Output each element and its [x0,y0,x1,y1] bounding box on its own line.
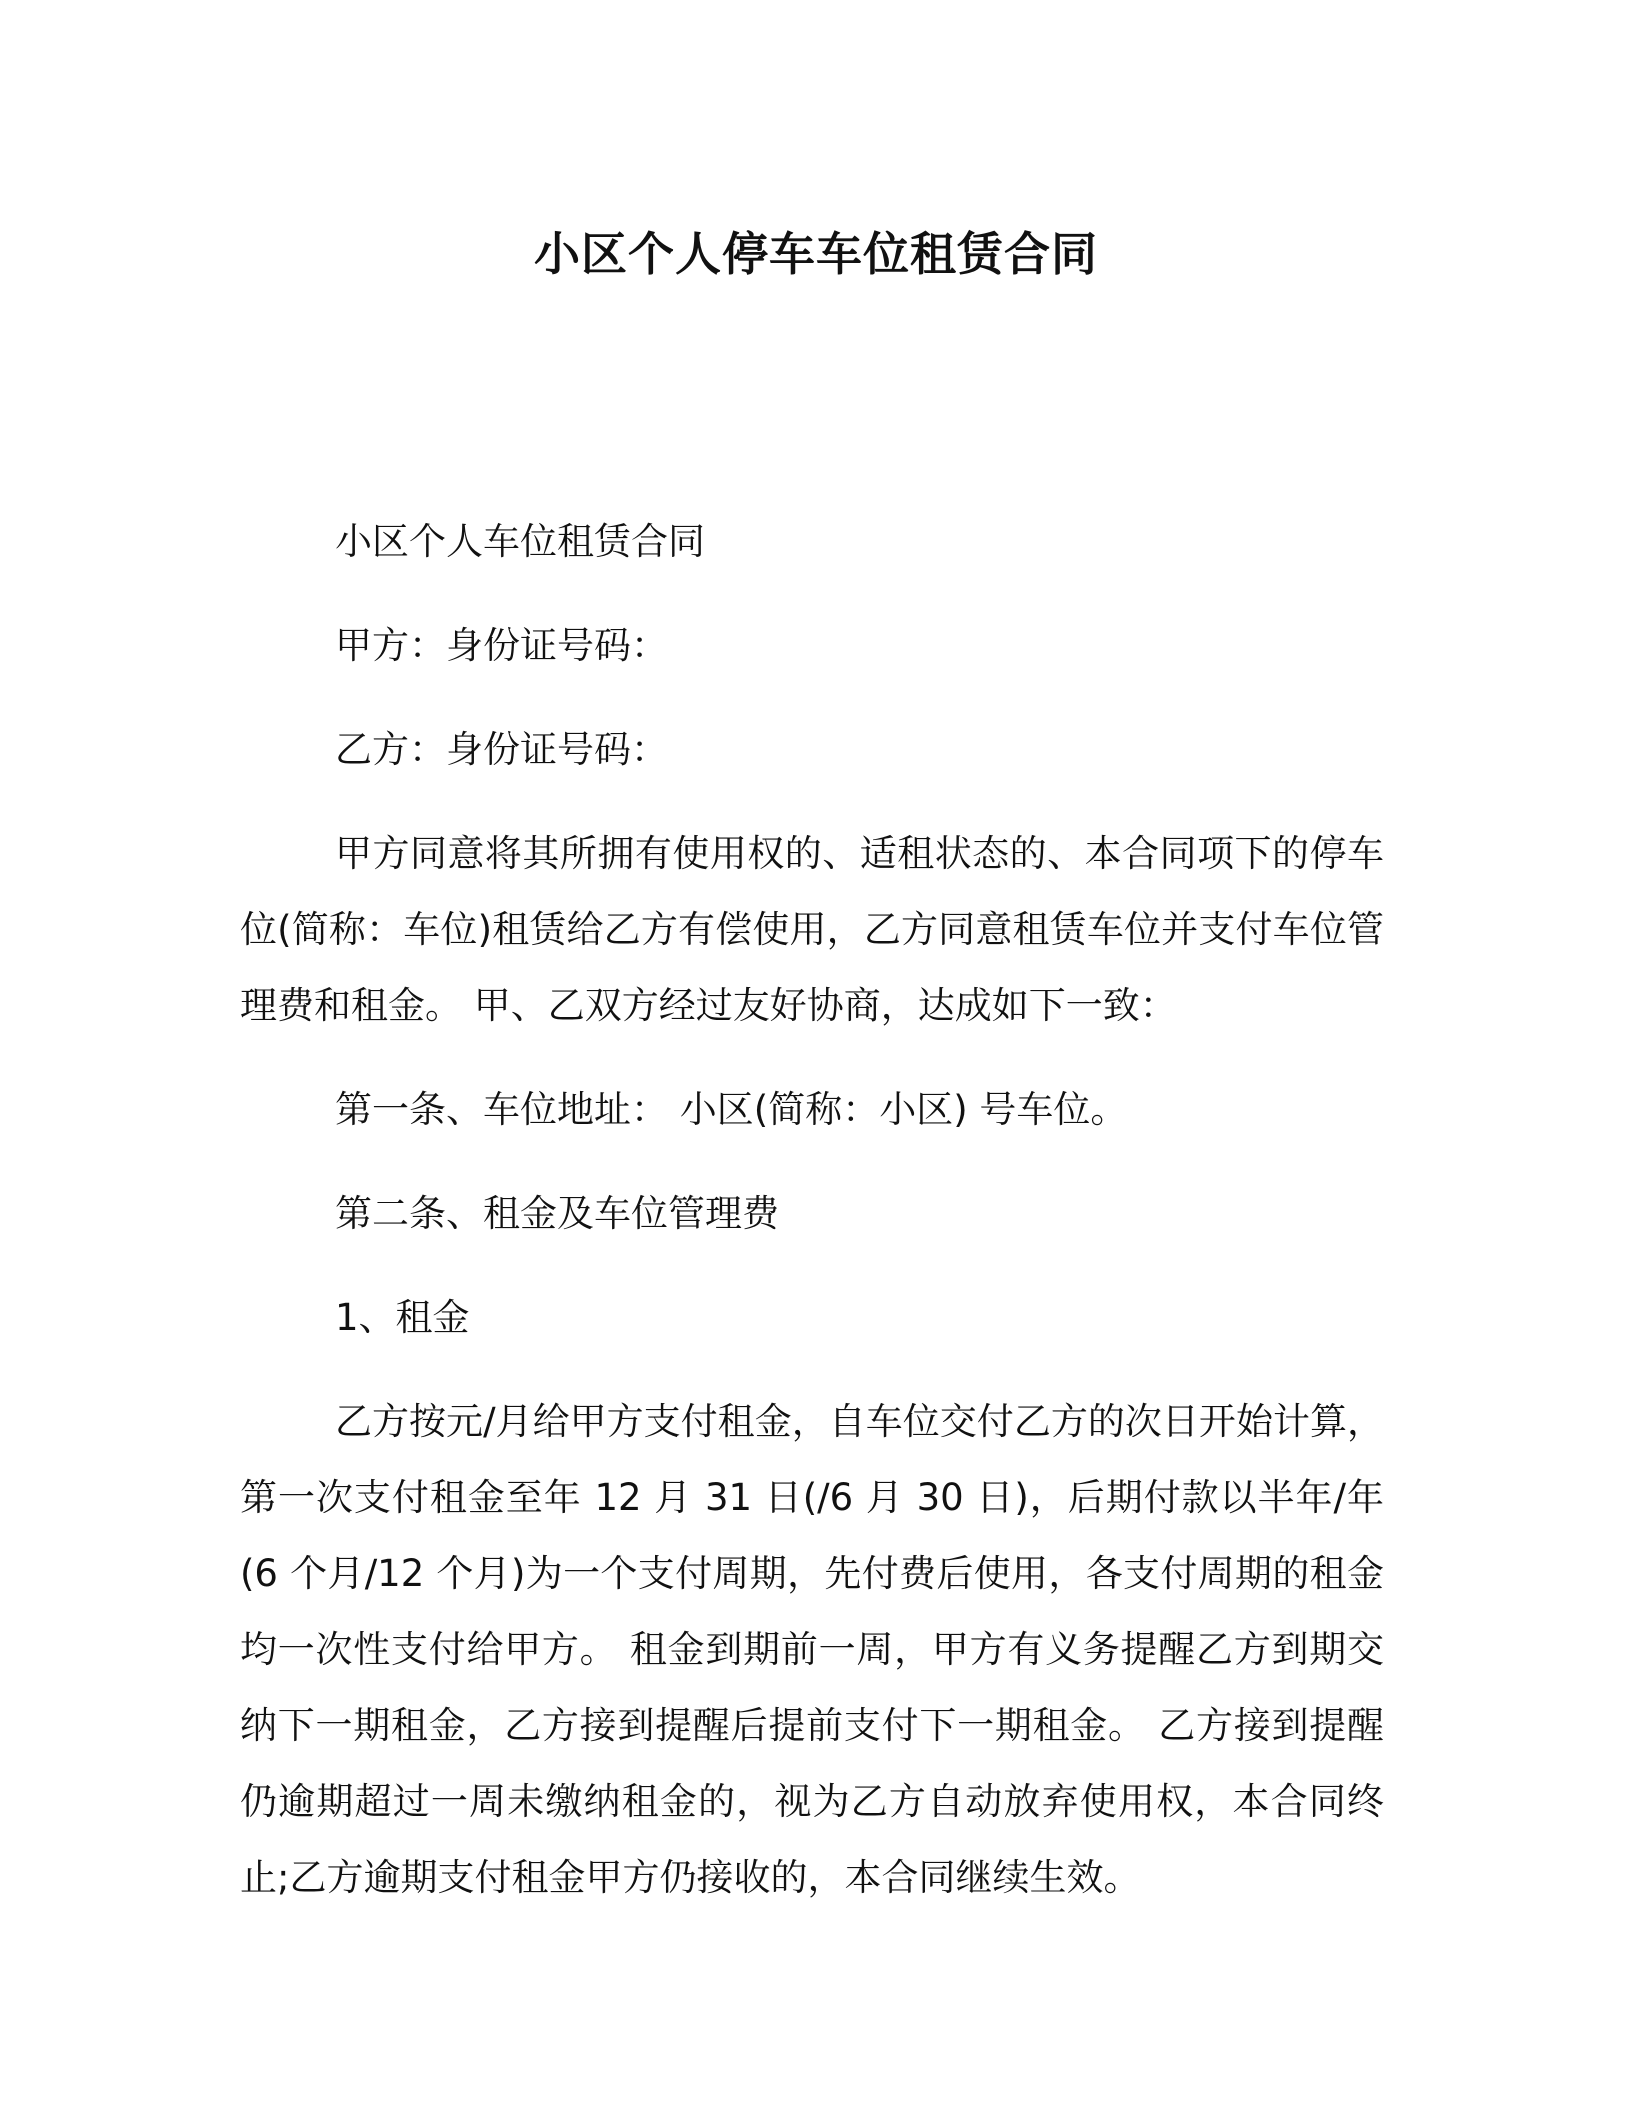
section-1-heading: 1、租金 [335,1296,470,1339]
party-a-line: 甲方：身份证号码： [335,624,668,667]
article-2-heading: 第二条、租金及车位管理费 [335,1192,779,1235]
rent-terms-paragraph: 乙方按元/月给甲方支付租金，自车位交付乙方的次日开始计算，第一次支付租金至年 12 月 31 日(/6 月 30 日)，后期付款以半年/年(6 个月/12 个月)为一个支付周期，先付费后使用，各支付周期的租金均一次性支付给甲方。 租金到期前一周，甲方有义务提醒乙方到期交纳下一期租金，乙方接到提醒后提前支付下一期租金。 乙方接到提醒仍逾期超过一周未缴纳租金的，视为乙方自动放弃使用权，本合同终止;乙方逾期支付租金甲方仍接收的，本合同继续生效。 [240,1400,1384,1899]
article-1-address: 第一条、车位地址： 小区(简称：小区) 号车位。 [335,1088,1128,1131]
document-body [240,490,1384,1930]
document-title: 小区个人停车车位租赁合同 [534,227,1098,281]
party-b-line: 乙方：身份证号码： [335,728,668,771]
contract-subtitle: 小区个人车位租赁合同 [335,520,705,563]
agreement-preamble: 甲方同意将其所拥有使用权的、适租状态的、本合同项下的停车位(简称：车位)租赁给乙方有偿使用，乙方同意租赁车位并支付车位管理费和租金。 甲、乙双方经过友好协商，达成如下一致： [240,832,1384,1027]
